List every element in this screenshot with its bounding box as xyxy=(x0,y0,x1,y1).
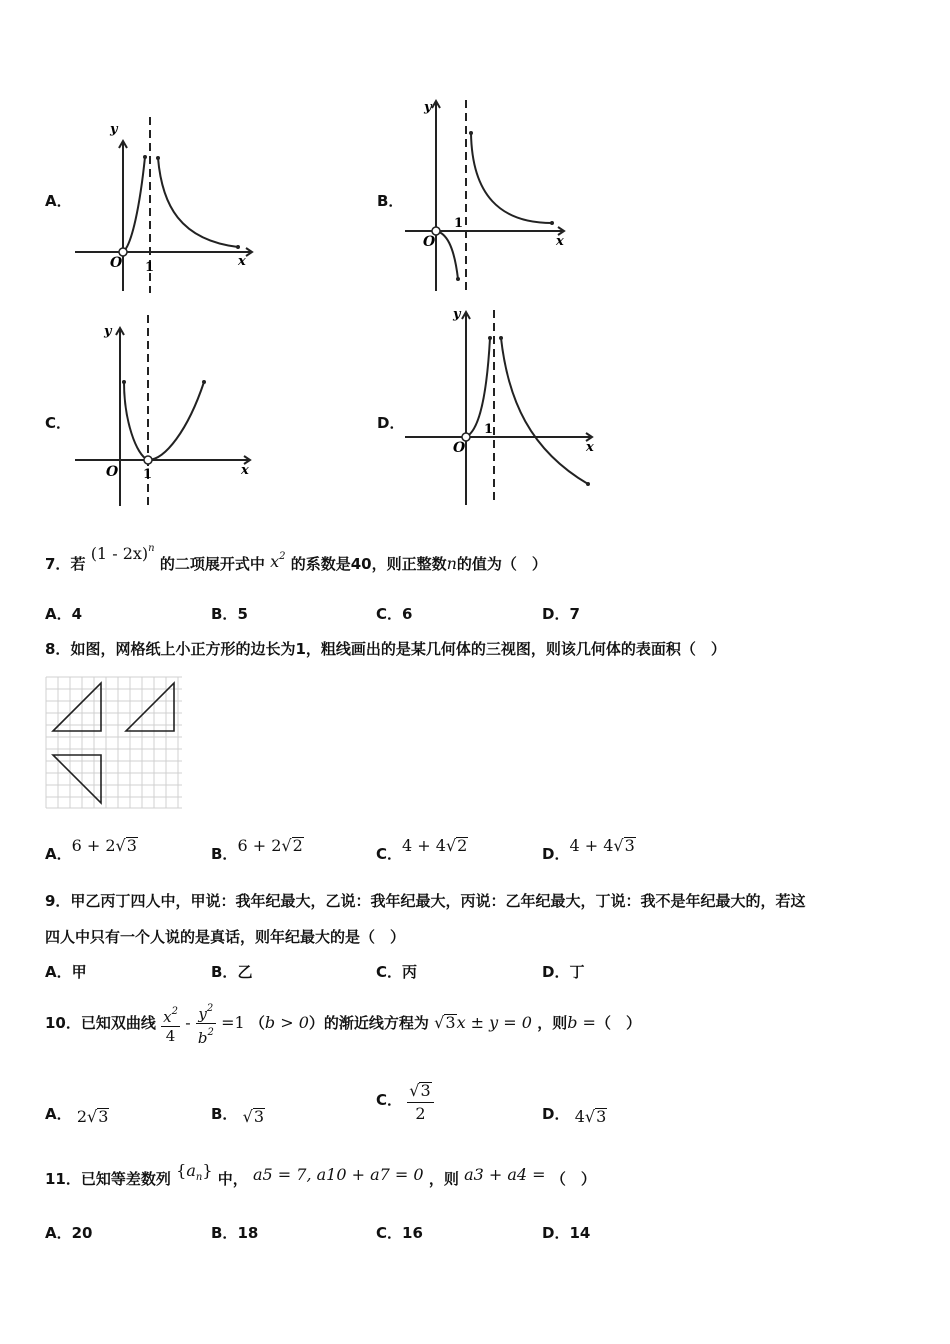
side-view xyxy=(126,683,174,731)
q9-option-c[interactable]: C．丙 xyxy=(376,963,418,981)
q8-option-a[interactable]: A．6 + 2√3 xyxy=(45,836,137,863)
graph-option-d-label: D． xyxy=(377,414,405,432)
graph-option-b-label: B． xyxy=(377,192,404,210)
graph-option-d xyxy=(400,300,600,510)
q9-option-b[interactable]: B．乙 xyxy=(211,963,253,981)
q9-option-d[interactable]: D．丁 xyxy=(542,963,585,981)
graph-option-a-label: A． xyxy=(45,192,72,210)
graph-option-c-label: C． xyxy=(45,414,72,432)
svg-text:y: y xyxy=(104,324,112,339)
q8-option-d[interactable]: D．4 + 4√3 xyxy=(542,836,635,863)
q8-option-b[interactable]: B．6 + 2√2 xyxy=(211,836,303,863)
q11-option-b[interactable]: B．18 xyxy=(211,1224,259,1242)
q10-option-c[interactable]: C． $\frac{√3}{2}$ xyxy=(376,1080,434,1125)
svg-text:O: O xyxy=(453,440,466,456)
question-9-line-1: 9．甲乙丙丁四人中，甲说：我年纪最大，乙说：我年纪最大，丙说：乙年纪最大，丁说：我不是年纪最大的，若这 xyxy=(45,892,806,910)
question-9-line-2: 四人中只有一个人说的是真话，则年纪最大的是（ ） xyxy=(45,928,406,946)
svg-text:y: y xyxy=(424,100,432,115)
q9-option-a[interactable]: A．甲 xyxy=(45,963,87,981)
q7-option-c[interactable]: C．6 xyxy=(376,605,413,623)
graph-option-b xyxy=(400,95,575,295)
q7-option-a[interactable]: A．4 xyxy=(45,605,83,623)
svg-text:x: x xyxy=(586,440,594,455)
axis-label-x: x xyxy=(238,254,246,269)
q10-option-d[interactable]: D． 4√3 xyxy=(542,1105,607,1126)
q7-option-b[interactable]: B．5 xyxy=(211,605,248,623)
question-8: 8．如图，网格纸上小正方形的边长为1，粗线画出的是某几何体的三视图，则该几何体的表面积（ ） xyxy=(45,640,726,658)
svg-text:1: 1 xyxy=(484,422,494,437)
svg-text:x: x xyxy=(556,234,564,249)
q8-option-c[interactable]: C．4 + 4√2 xyxy=(376,836,468,863)
axis-label-y: y xyxy=(110,122,118,137)
q10-option-a[interactable]: A． 2√3 xyxy=(45,1105,109,1126)
tick-one-label: 1 xyxy=(145,260,155,275)
svg-text:x: x xyxy=(241,463,249,478)
svg-text:O: O xyxy=(423,234,436,250)
svg-text:1: 1 xyxy=(454,216,464,231)
graph-option-a xyxy=(70,115,260,295)
q11-option-c[interactable]: C．16 xyxy=(376,1224,423,1242)
question-10: 10．已知双曲线 $\frac{x^2}{4}$ - $\frac{y^2}{b^2}$ =1 （b > 0）的渐近线方程为 √3x ± y = 0 ，则b =（ ） xyxy=(45,1000,641,1047)
svg-text:O: O xyxy=(106,464,119,480)
svg-text:y: y xyxy=(453,307,461,322)
origin-label: O xyxy=(110,255,123,271)
three-view-grid xyxy=(44,675,184,810)
q10-option-b[interactable]: B． √3 xyxy=(211,1105,265,1126)
graph-option-c xyxy=(70,310,260,510)
q11-option-a[interactable]: A．20 xyxy=(45,1224,93,1242)
question-11: 11．已知等差数列 $\{a_n\}$ 中， a5 = 7, a10 + a7 = 0 ，则 a3 + a4 = （ ） xyxy=(45,1161,596,1188)
question-7: 7．若 (1 - 2x)$^n$ 的二项展开式中 $x^2$ 的系数是40，则正整数n的值为（ ） xyxy=(45,543,547,573)
q7-option-d[interactable]: D．7 xyxy=(542,605,580,623)
svg-text:1: 1 xyxy=(143,467,153,482)
q11-option-d[interactable]: D．14 xyxy=(542,1224,591,1242)
